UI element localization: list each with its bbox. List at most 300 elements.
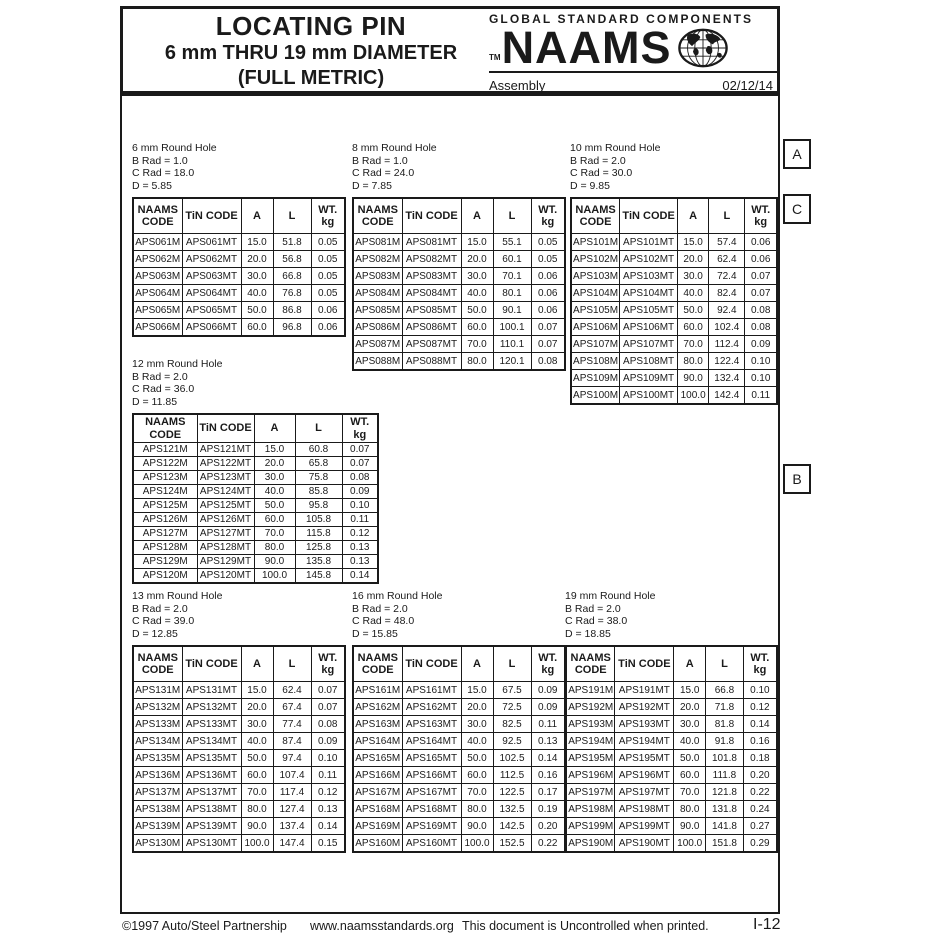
table-cell: 80.1 (493, 285, 531, 302)
table-row (353, 716, 565, 733)
table-specs (570, 155, 778, 193)
table-cell: APS165MT (402, 750, 461, 767)
table-cell: 87.4 (273, 733, 311, 750)
table-cell: 0.08 (531, 353, 565, 371)
header-row (133, 414, 378, 443)
column-header: L (493, 646, 531, 682)
table-cell: 30.0 (241, 716, 273, 733)
table-cell: APS102MT (620, 251, 678, 268)
table-cell: 55.1 (493, 234, 531, 251)
table-row (571, 353, 777, 370)
spec-line: C Rad = 38.0 (565, 615, 628, 627)
column-header: WT. kg (531, 198, 565, 234)
table-cell: 15.0 (461, 682, 493, 699)
table-cell: APS190MT (615, 835, 674, 853)
table-cell: 145.8 (295, 569, 342, 584)
table-cell: APS107MT (620, 336, 678, 353)
table-cell: APS162MT (402, 699, 461, 716)
table-cell: 100.0 (241, 835, 273, 853)
table-row (353, 699, 565, 716)
spec-table-6mm (132, 197, 346, 337)
table-cell: 40.0 (461, 285, 493, 302)
table-cell: 66.8 (706, 682, 744, 699)
table-row (353, 818, 565, 835)
table-row (133, 443, 378, 457)
table-row (353, 835, 565, 853)
table-cell: 0.08 (745, 319, 777, 336)
table-row (571, 268, 777, 285)
table-cell: 0.05 (531, 251, 565, 268)
table-cell: APS121M (133, 443, 197, 457)
column-header: NAAMS CODE (566, 646, 615, 682)
table-row (133, 733, 345, 750)
table-cell: 15.0 (241, 234, 273, 251)
table-row (566, 818, 777, 835)
table-row (133, 268, 345, 285)
table-cell: 0.14 (311, 818, 345, 835)
spec-group-6mm (132, 142, 346, 337)
table-cell: 76.8 (273, 285, 311, 302)
table-row (133, 750, 345, 767)
table-cell: APS136MT (182, 767, 241, 784)
table-cell: 20.0 (241, 251, 273, 268)
table-cell: APS120MT (197, 569, 254, 584)
table-cell: 60.0 (241, 319, 273, 337)
spec-group-16mm (352, 590, 566, 853)
column-header: WT. kg (745, 198, 777, 234)
spec-table-19mm (565, 645, 778, 853)
table-row (133, 527, 378, 541)
ref-label-c: C (783, 194, 811, 224)
table-cell: 110.1 (493, 336, 531, 353)
table-specs (565, 603, 778, 641)
table-cell: APS066M (133, 319, 182, 337)
table-cell: 91.8 (706, 733, 744, 750)
table-cell: 20.0 (674, 699, 706, 716)
table-cell: 15.0 (254, 443, 295, 457)
table-cell: APS108MT (620, 353, 678, 370)
table-cell: 100.1 (493, 319, 531, 336)
table-row (133, 485, 378, 499)
table-cell: APS161MT (402, 682, 461, 699)
spec-line: D = 15.85 (352, 627, 398, 640)
table-row (133, 716, 345, 733)
column-header: TiN CODE (615, 646, 674, 682)
table-cell: APS128MT (197, 541, 254, 555)
table-row (133, 682, 345, 699)
table-cell: 95.8 (295, 499, 342, 513)
table-cell: APS083M (353, 268, 402, 285)
header-row (566, 646, 777, 682)
table-cell: 107.4 (273, 767, 311, 784)
table-cell: APS086MT (402, 319, 461, 336)
table-cell: APS104MT (620, 285, 678, 302)
spec-line: D = 9.85 (570, 179, 610, 192)
table-cell: 0.22 (743, 784, 777, 801)
table-cell: 62.4 (273, 682, 311, 699)
table-cell: APS192MT (615, 699, 674, 716)
table-cell: 71.8 (706, 699, 744, 716)
table-cell: APS169MT (402, 818, 461, 835)
table-cell: APS107M (571, 336, 620, 353)
table-row (353, 353, 565, 371)
table-cell: 0.14 (342, 569, 378, 584)
table-cell: APS086M (353, 319, 402, 336)
table-cell: APS129MT (197, 555, 254, 569)
table-cell: APS131M (133, 682, 182, 699)
column-header: A (461, 646, 493, 682)
table-cell: 80.0 (254, 541, 295, 555)
table-cell: 30.0 (678, 268, 709, 285)
doc-meta-row (489, 78, 777, 93)
table-cell: 0.07 (531, 319, 565, 336)
table-row (571, 302, 777, 319)
table-title: 19 mm Round Hole (565, 590, 656, 602)
table-cell: 0.17 (531, 784, 565, 801)
table-cell: 0.20 (743, 767, 777, 784)
table-cell: APS135M (133, 750, 182, 767)
spec-group-13mm (132, 590, 346, 853)
table-cell: 82.4 (709, 285, 745, 302)
table-cell: 152.5 (493, 835, 531, 853)
table-cell: 105.8 (295, 513, 342, 527)
table-cell: 40.0 (241, 733, 273, 750)
column-header: A (674, 646, 706, 682)
table-cell: 75.8 (295, 471, 342, 485)
table-cell: 0.16 (743, 733, 777, 750)
table-cell: 20.0 (461, 699, 493, 716)
table-cell: APS131MT (182, 682, 241, 699)
table-cell: APS130M (133, 835, 182, 853)
table-cell: 0.13 (342, 541, 378, 555)
header-row (571, 198, 777, 234)
table-cell: 0.06 (311, 319, 345, 337)
column-header: A (461, 198, 493, 234)
table-cell: 82.5 (493, 716, 531, 733)
table-cell: APS087MT (402, 336, 461, 353)
column-header: NAAMS CODE (353, 646, 402, 682)
table-cell: 100.0 (678, 387, 709, 405)
table-cell: 131.8 (706, 801, 744, 818)
table-row (133, 835, 345, 853)
table-cell: 0.09 (311, 733, 345, 750)
column-header: TiN CODE (197, 414, 254, 443)
table-cell: APS165M (353, 750, 402, 767)
table-cell: 80.0 (674, 801, 706, 818)
table-cell: APS132M (133, 699, 182, 716)
table-cell: 30.0 (461, 716, 493, 733)
footer-website: www.naamsstandards.org (310, 919, 454, 933)
table-row (353, 319, 565, 336)
table-cell: 70.0 (254, 527, 295, 541)
spec-line: D = 11.85 (132, 395, 178, 408)
table-cell: 151.8 (706, 835, 744, 853)
table-row (566, 716, 777, 733)
table-cell: 60.0 (461, 319, 493, 336)
table-cell: APS125M (133, 499, 197, 513)
table-row (353, 784, 565, 801)
table-cell: APS166MT (402, 767, 461, 784)
table-cell: APS137MT (182, 784, 241, 801)
spec-group-12mm (132, 358, 379, 584)
table-cell: 0.07 (342, 443, 378, 457)
table-cell: 0.06 (745, 251, 777, 268)
table-cell: APS139MT (182, 818, 241, 835)
table-title: 12 mm Round Hole (132, 358, 223, 370)
table-cell: APS196M (566, 767, 615, 784)
table-specs (132, 155, 346, 193)
table-row (566, 733, 777, 750)
table-title: 13 mm Round Hole (132, 590, 223, 602)
column-header: NAAMS CODE (133, 646, 182, 682)
table-cell: 70.0 (461, 336, 493, 353)
table-cell: 90.0 (241, 818, 273, 835)
table-cell: 0.10 (743, 682, 777, 699)
spec-line: C Rad = 24.0 (352, 167, 415, 179)
footer-page-number: I-12 (753, 916, 781, 933)
table-cell: 102.5 (493, 750, 531, 767)
table-cell: APS064MT (182, 285, 241, 302)
table-cell: 0.09 (531, 682, 565, 699)
table-cell: 0.07 (311, 682, 345, 699)
footer-uncontrolled-notice: This document is Uncontrolled when printed. (462, 919, 709, 933)
table-cell: 97.4 (273, 750, 311, 767)
table-row (133, 499, 378, 513)
table-cell: APS129M (133, 555, 197, 569)
title-block (120, 6, 780, 94)
table-cell: APS105M (571, 302, 620, 319)
table-cell: APS125MT (197, 499, 254, 513)
table-cell: APS061MT (182, 234, 241, 251)
table-cell: 142.5 (493, 818, 531, 835)
table-cell: 50.0 (241, 750, 273, 767)
table-row (353, 801, 565, 818)
table-row (353, 285, 565, 302)
table-cell: 70.0 (241, 784, 273, 801)
table-cell: 30.0 (461, 268, 493, 285)
spec-line: B Rad = 2.0 (132, 602, 188, 615)
doc-subtitle-metric: (FULL METRIC) (237, 67, 385, 89)
table-cell: APS065MT (182, 302, 241, 319)
table-cell: 0.08 (311, 716, 345, 733)
table-cell: APS121MT (197, 443, 254, 457)
table-cell: APS132MT (182, 699, 241, 716)
table-row (133, 818, 345, 835)
table-cell: APS195MT (615, 750, 674, 767)
table-cell: 56.8 (273, 251, 311, 268)
table-row (566, 767, 777, 784)
table-cell: APS082MT (402, 251, 461, 268)
table-cell: APS133MT (182, 716, 241, 733)
table-row (571, 285, 777, 302)
table-cell: 0.07 (311, 699, 345, 716)
table-cell: APS123MT (197, 471, 254, 485)
table-cell: 0.06 (745, 234, 777, 251)
spec-table-12mm (132, 413, 379, 584)
table-cell: APS088M (353, 353, 402, 371)
table-cell: APS160M (353, 835, 402, 853)
table-cell: 90.0 (461, 818, 493, 835)
table-cell: 15.0 (674, 682, 706, 699)
column-header: WT. kg (743, 646, 777, 682)
spec-group-10mm (570, 142, 778, 405)
table-cell: APS103MT (620, 268, 678, 285)
table-cell: APS136M (133, 767, 182, 784)
table-cell: 137.4 (273, 818, 311, 835)
table-cell: 0.13 (342, 555, 378, 569)
table-cell: 60.0 (254, 513, 295, 527)
column-header: TiN CODE (182, 198, 241, 234)
table-cell: APS081MT (402, 234, 461, 251)
table-cell: 40.0 (674, 733, 706, 750)
table-row (353, 336, 565, 353)
table-cell: 102.4 (709, 319, 745, 336)
table-cell: 80.0 (461, 801, 493, 818)
table-cell: 77.4 (273, 716, 311, 733)
table-row (133, 767, 345, 784)
spec-line: B Rad = 1.0 (132, 154, 188, 167)
spec-line: B Rad = 2.0 (352, 602, 408, 615)
table-cell: APS108M (571, 353, 620, 370)
brand-logo-text: NAAMS (501, 22, 672, 73)
table-cell: APS062MT (182, 251, 241, 268)
table-cell: 40.0 (254, 485, 295, 499)
table-cell: 0.09 (531, 699, 565, 716)
ref-label-b: B (783, 464, 811, 494)
table-row (133, 513, 378, 527)
table-cell: APS167MT (402, 784, 461, 801)
table-row (566, 750, 777, 767)
table-cell: APS168MT (402, 801, 461, 818)
table-title: 10 mm Round Hole (570, 142, 661, 154)
column-header: NAAMS CODE (133, 198, 182, 234)
table-cell: APS105MT (620, 302, 678, 319)
table-row (133, 784, 345, 801)
table-cell: 120.1 (493, 353, 531, 371)
table-cell: 0.12 (743, 699, 777, 716)
table-row (566, 682, 777, 699)
table-cell: APS193MT (615, 716, 674, 733)
table-cell: APS100MT (620, 387, 678, 405)
spec-line: B Rad = 2.0 (565, 602, 621, 615)
table-title: 8 mm Round Hole (352, 142, 437, 154)
table-cell: 0.06 (531, 302, 565, 319)
table-cell: APS138MT (182, 801, 241, 818)
table-specs (352, 603, 566, 641)
column-header: TiN CODE (402, 646, 461, 682)
title-area (133, 11, 489, 91)
table-cell: 0.20 (531, 818, 565, 835)
column-header: WT. kg (311, 646, 345, 682)
table-cell: 20.0 (678, 251, 709, 268)
table-cell: APS101M (571, 234, 620, 251)
table-row (353, 251, 565, 268)
table-cell: 96.8 (273, 319, 311, 337)
spec-line: D = 18.85 (565, 627, 611, 640)
table-cell: 0.22 (531, 835, 565, 853)
table-cell: 40.0 (241, 285, 273, 302)
table-row (133, 251, 345, 268)
table-title: 16 mm Round Hole (352, 590, 443, 602)
table-row (566, 801, 777, 818)
table-cell: 0.05 (531, 234, 565, 251)
table-cell: 0.07 (531, 336, 565, 353)
table-cell: 112.5 (493, 767, 531, 784)
table-cell: APS100M (571, 387, 620, 405)
spec-table-13mm (132, 645, 346, 853)
spec-line: B Rad = 2.0 (132, 370, 188, 383)
table-cell: 0.27 (743, 818, 777, 835)
table-cell: APS122M (133, 457, 197, 471)
table-cell: 0.11 (311, 767, 345, 784)
table-cell: APS061M (133, 234, 182, 251)
table-cell: APS133M (133, 716, 182, 733)
table-cell: APS085M (353, 302, 402, 319)
column-header: L (493, 198, 531, 234)
table-cell: 122.5 (493, 784, 531, 801)
table-cell: 0.29 (743, 835, 777, 853)
table-cell: 30.0 (674, 716, 706, 733)
column-header: WT. kg (531, 646, 565, 682)
table-cell: 0.09 (745, 336, 777, 353)
table-cell: 70.0 (674, 784, 706, 801)
table-cell: APS082M (353, 251, 402, 268)
table-row (571, 370, 777, 387)
table-row (571, 336, 777, 353)
table-row (571, 387, 777, 405)
table-cell: 60.0 (461, 767, 493, 784)
table-cell: APS087M (353, 336, 402, 353)
doc-date: 02/12/14 (722, 78, 773, 93)
table-row (133, 801, 345, 818)
column-header: L (273, 198, 311, 234)
table-cell: APS062M (133, 251, 182, 268)
table-cell: APS126MT (197, 513, 254, 527)
table-cell: APS161M (353, 682, 402, 699)
table-row (133, 699, 345, 716)
header-row (353, 646, 565, 682)
table-cell: APS128M (133, 541, 197, 555)
table-cell: 0.05 (311, 268, 345, 285)
table-cell: APS101MT (620, 234, 678, 251)
table-cell: 60.0 (674, 767, 706, 784)
table-cell: APS109M (571, 370, 620, 387)
table-cell: 50.0 (674, 750, 706, 767)
table-row (133, 555, 378, 569)
table-cell: 125.8 (295, 541, 342, 555)
table-cell: APS088MT (402, 353, 461, 371)
table-row (133, 569, 378, 584)
table-cell: APS196MT (615, 767, 674, 784)
column-header: TiN CODE (620, 198, 678, 234)
column-header: TiN CODE (182, 646, 241, 682)
table-cell: APS194MT (615, 733, 674, 750)
table-cell: 72.5 (493, 699, 531, 716)
table-cell: 60.1 (493, 251, 531, 268)
table-cell: 15.0 (461, 234, 493, 251)
table-cell: 0.05 (311, 285, 345, 302)
table-cell: 0.13 (311, 801, 345, 818)
spec-line: C Rad = 36.0 (132, 383, 195, 395)
column-header: L (295, 414, 342, 443)
table-cell: APS192M (566, 699, 615, 716)
table-title: 6 mm Round Hole (132, 142, 217, 154)
table-cell: 0.08 (745, 302, 777, 319)
table-cell: 0.06 (311, 302, 345, 319)
table-row (133, 302, 345, 319)
table-cell: APS120M (133, 569, 197, 584)
brand-logo-row (489, 22, 777, 73)
